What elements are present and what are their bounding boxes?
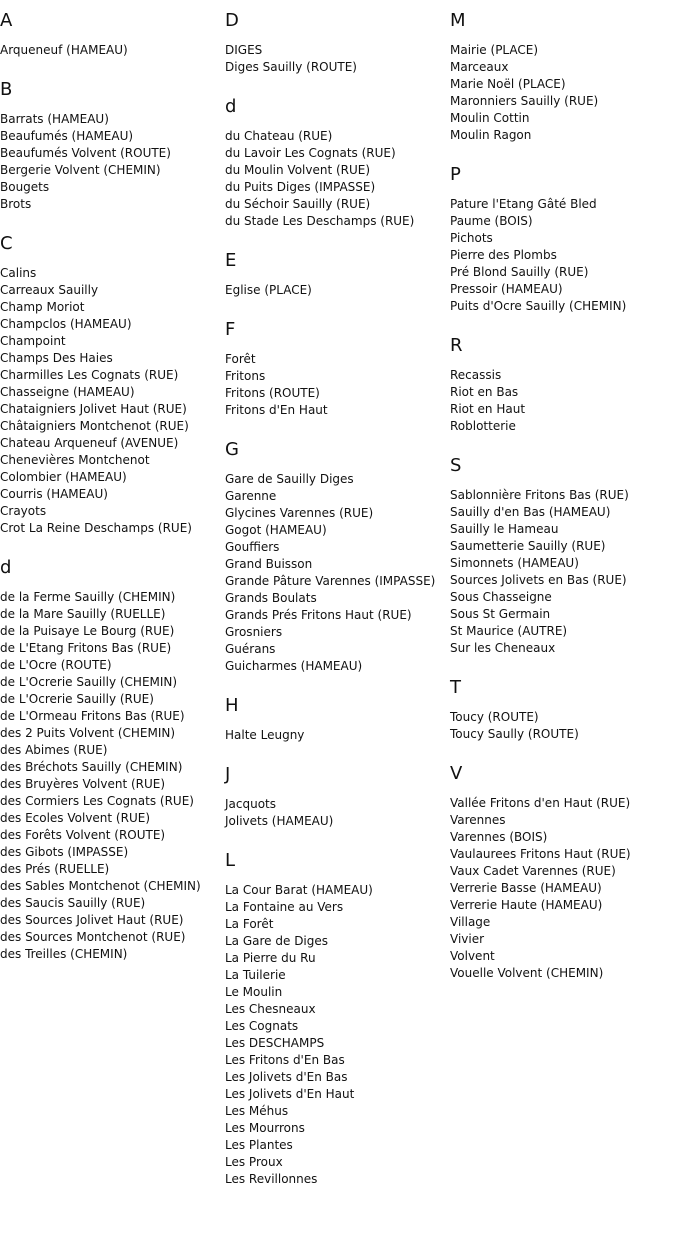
- list-item: Paume (BOIS): [450, 214, 533, 228]
- entry-list: [225, 471, 449, 675]
- list-item: Pature l'Etang Gâté Bled: [450, 197, 597, 211]
- list-item: Riot en Bas: [450, 385, 519, 399]
- list-item: Jolivets (HAMEAU): [225, 814, 334, 828]
- list-item: Le Moulin: [225, 985, 283, 999]
- entry-list: [450, 487, 674, 657]
- list-item: des Gibots (IMPASSE): [0, 845, 129, 859]
- list-item: des 2 Puits Volvent (CHEMIN): [0, 726, 176, 740]
- list-item: Moulin Ragon: [450, 128, 532, 142]
- list-item: du Puits Diges (IMPASSE): [225, 180, 376, 194]
- list-item: Les Jolivets d'En Bas: [225, 1070, 348, 1084]
- entry-list: [450, 367, 674, 435]
- letter-section: [0, 79, 224, 213]
- entry-list: [450, 709, 674, 743]
- letter-section: [450, 763, 674, 982]
- list-item: Mairie (PLACE): [450, 43, 539, 57]
- section-letter-heading: V: [450, 763, 463, 784]
- letter-section: [225, 764, 449, 830]
- list-item: Garenne: [225, 489, 277, 503]
- entry-list: [0, 265, 224, 537]
- list-item: Marceaux: [450, 60, 509, 74]
- list-item: Forêt: [225, 352, 256, 366]
- list-item: La Pierre du Ru: [225, 951, 316, 965]
- list-item: Village: [450, 915, 491, 929]
- list-item: Colombier (HAMEAU): [0, 470, 127, 484]
- letter-section: [450, 164, 674, 315]
- list-item: Sur les Cheneaux: [450, 641, 556, 655]
- list-item: Les Jolivets d'En Haut: [225, 1087, 355, 1101]
- list-item: Les Revillonnes: [225, 1172, 318, 1186]
- list-item: Courris (HAMEAU): [0, 487, 108, 501]
- list-item: des Sources Montchenot (RUE): [0, 930, 186, 944]
- list-item: Les Chesneaux: [225, 1002, 316, 1016]
- list-item: Fritons (ROUTE): [225, 386, 320, 400]
- section-letter-heading: P: [450, 164, 461, 185]
- list-item: Brots: [0, 197, 32, 211]
- list-item: Maronniers Sauilly (RUE): [450, 94, 599, 108]
- list-item: La Cour Barat (HAMEAU): [225, 883, 373, 897]
- list-item: Varennes (BOIS): [450, 830, 548, 844]
- section-letter-heading: G: [225, 439, 239, 460]
- letter-section: [225, 850, 449, 1188]
- list-item: Châtaigniers Montchenot (RUE): [0, 419, 189, 433]
- entry-list: [225, 882, 449, 1188]
- list-item: des Forêts Volvent (ROUTE): [0, 828, 166, 842]
- letter-section: [450, 455, 674, 657]
- list-item: Eglise (PLACE): [225, 283, 312, 297]
- section-letter-heading: E: [225, 250, 237, 271]
- entry-list: [450, 196, 674, 315]
- list-item: Pichots: [450, 231, 493, 245]
- list-item: Grosniers: [225, 625, 283, 639]
- letter-section: [225, 439, 449, 675]
- list-item: Chateau Arqueneuf (AVENUE): [0, 436, 179, 450]
- list-item: Sauilly le Hameau: [450, 522, 559, 536]
- list-item: Marie Noël (PLACE): [450, 77, 566, 91]
- list-item: La Forêt: [225, 917, 274, 931]
- list-item: St Maurice (AUTRE): [450, 624, 568, 638]
- section-letter-heading: H: [225, 695, 239, 716]
- list-item: Charmilles Les Cognats (RUE): [0, 368, 179, 382]
- list-item: Gouffiers: [225, 540, 280, 554]
- list-item: de L'Ocre (ROUTE): [0, 658, 112, 672]
- list-item: de L'Ocrerie Sauilly (RUE): [0, 692, 154, 706]
- entry-list: [225, 727, 449, 744]
- list-item: Les Méhus: [225, 1104, 289, 1118]
- entry-list: [0, 42, 224, 59]
- list-item: Halte Leugny: [225, 728, 305, 742]
- list-item: Les Cognats: [225, 1019, 299, 1033]
- section-letter-heading: C: [0, 233, 13, 254]
- list-item: de la Puisaye Le Bourg (RUE): [0, 624, 175, 638]
- list-item: du Séchoir Sauilly (RUE): [225, 197, 371, 211]
- list-item: Vaux Cadet Varennes (RUE): [450, 864, 616, 878]
- list-item: La Gare de Diges: [225, 934, 329, 948]
- list-item: des Sables Montchenot (CHEMIN): [0, 879, 201, 893]
- list-item: Grands Prés Fritons Haut (RUE): [225, 608, 412, 622]
- letter-section: [225, 250, 449, 299]
- list-item: Sous St Germain: [450, 607, 551, 621]
- list-item: Chataigniers Jolivet Haut (RUE): [0, 402, 187, 416]
- letter-section: [225, 695, 449, 744]
- index-column-1: [0, 10, 224, 983]
- section-letter-heading: D: [225, 10, 239, 31]
- list-item: Sous Chasseigne: [450, 590, 552, 604]
- entry-list: [225, 128, 449, 230]
- list-item: de L'Ormeau Fritons Bas (RUE): [0, 709, 185, 723]
- list-item: Roblotterie: [450, 419, 516, 433]
- index-column-2: [225, 10, 449, 1208]
- section-letter-heading: A: [0, 10, 13, 31]
- section-letter-heading: T: [450, 677, 461, 698]
- entry-list: [450, 795, 674, 982]
- list-item: Gogot (HAMEAU): [225, 523, 327, 537]
- section-letter-heading: S: [450, 455, 462, 476]
- entry-list: [225, 282, 449, 299]
- list-item: Fritons d'En Haut: [225, 403, 328, 417]
- index-column-3: [450, 10, 674, 1002]
- list-item: Crot La Reine Deschamps (RUE): [0, 521, 192, 535]
- list-item: Pré Blond Sauilly (RUE): [450, 265, 589, 279]
- entry-list: [225, 42, 449, 76]
- list-item: Guicharmes (HAMEAU): [225, 659, 363, 673]
- list-item: Verrerie Haute (HAMEAU): [450, 898, 603, 912]
- list-item: Chenevières Montchenot: [0, 453, 150, 467]
- list-item: Vivier: [450, 932, 485, 946]
- list-item: Les Fritons d'En Bas: [225, 1053, 345, 1067]
- list-item: Sources Jolivets en Bas (RUE): [450, 573, 627, 587]
- list-item: Sauilly d'en Bas (HAMEAU): [450, 505, 611, 519]
- list-item: Vallée Fritons d'en Haut (RUE): [450, 796, 631, 810]
- list-item: des Treilles (CHEMIN): [0, 947, 128, 961]
- section-letter-heading: d: [0, 557, 12, 578]
- letter-section: [225, 96, 449, 230]
- list-item: des Prés (RUELLE): [0, 862, 110, 876]
- list-item: Simonnets (HAMEAU): [450, 556, 579, 570]
- section-letter-heading: R: [450, 335, 463, 356]
- list-item: Varennes: [450, 813, 506, 827]
- list-item: des Cormiers Les Cognats (RUE): [0, 794, 194, 808]
- list-item: des Ecoles Volvent (RUE): [0, 811, 150, 825]
- list-item: des Saucis Sauilly (RUE): [0, 896, 146, 910]
- list-item: Champ Moriot: [0, 300, 85, 314]
- list-item: Les Mourrons: [225, 1121, 305, 1135]
- list-item: des Sources Jolivet Haut (RUE): [0, 913, 184, 927]
- list-item: DIGES: [225, 43, 263, 57]
- list-item: Grands Boulats: [225, 591, 317, 605]
- list-item: Vaulaurees Fritons Haut (RUE): [450, 847, 631, 861]
- list-item: Grande Pâture Varennes (IMPASSE): [225, 574, 436, 588]
- letter-section: [0, 10, 224, 59]
- list-item: Toucy Saully (ROUTE): [450, 727, 579, 741]
- list-item: Fritons: [225, 369, 266, 383]
- list-item: Chasseigne (HAMEAU): [0, 385, 135, 399]
- list-item: Crayots: [0, 504, 47, 518]
- letter-section: [225, 10, 449, 76]
- list-item: Toucy (ROUTE): [450, 710, 539, 724]
- list-item: Moulin Cottin: [450, 111, 530, 125]
- list-item: du Chateau (RUE): [225, 129, 333, 143]
- list-item: Glycines Varennes (RUE): [225, 506, 374, 520]
- letter-section: [450, 677, 674, 743]
- list-item: Champclos (HAMEAU): [0, 317, 132, 331]
- letter-section: [450, 335, 674, 435]
- list-item: des Bréchots Sauilly (CHEMIN): [0, 760, 183, 774]
- list-item: Sablonnière Fritons Bas (RUE): [450, 488, 629, 502]
- list-item: du Lavoir Les Cognats (RUE): [225, 146, 396, 160]
- letter-section: [225, 319, 449, 419]
- entry-list: [450, 42, 674, 144]
- list-item: Volvent: [450, 949, 495, 963]
- section-letter-heading: J: [225, 764, 231, 785]
- list-item: Les Plantes: [225, 1138, 293, 1152]
- list-item: Beaufumés Volvent (ROUTE): [0, 146, 171, 160]
- list-item: Grand Buisson: [225, 557, 313, 571]
- list-item: Bergerie Volvent (CHEMIN): [0, 163, 161, 177]
- list-item: Les DESCHAMPS: [225, 1036, 325, 1050]
- list-item: de la Ferme Sauilly (CHEMIN): [0, 590, 176, 604]
- section-letter-heading: B: [0, 79, 13, 100]
- list-item: du Stade Les Deschamps (RUE): [225, 214, 415, 228]
- list-item: des Abimes (RUE): [0, 743, 108, 757]
- list-item: des Bruyères Volvent (RUE): [0, 777, 166, 791]
- entry-list: [225, 796, 449, 830]
- list-item: Vouelle Volvent (CHEMIN): [450, 966, 604, 980]
- list-item: Gare de Sauilly Diges: [225, 472, 354, 486]
- list-item: Verrerie Basse (HAMEAU): [450, 881, 602, 895]
- list-item: Pierre des Plombs: [450, 248, 557, 262]
- list-item: Riot en Haut: [450, 402, 526, 416]
- list-item: Barrats (HAMEAU): [0, 112, 109, 126]
- list-item: Diges Sauilly (ROUTE): [225, 60, 357, 74]
- letter-section: [0, 557, 224, 963]
- list-item: Carreaux Sauilly: [0, 283, 99, 297]
- list-item: de L'Etang Fritons Bas (RUE): [0, 641, 172, 655]
- list-item: Recassis: [450, 368, 502, 382]
- list-item: Pressoir (HAMEAU): [450, 282, 563, 296]
- entry-list: [0, 111, 224, 213]
- list-item: Arqueneuf (HAMEAU): [0, 43, 128, 57]
- letter-section: [450, 10, 674, 144]
- list-item: Jacquots: [225, 797, 277, 811]
- section-letter-heading: M: [450, 10, 466, 31]
- list-item: Guérans: [225, 642, 276, 656]
- list-item: Beaufumés (HAMEAU): [0, 129, 134, 143]
- list-item: Puits d'Ocre Sauilly (CHEMIN): [450, 299, 627, 313]
- list-item: La Tuilerie: [225, 968, 286, 982]
- list-item: Champs Des Haies: [0, 351, 113, 365]
- list-item: Calins: [0, 266, 37, 280]
- list-item: de L'Ocrerie Sauilly (CHEMIN): [0, 675, 178, 689]
- section-letter-heading: L: [225, 850, 236, 871]
- section-letter-heading: d: [225, 96, 237, 117]
- list-item: du Moulin Volvent (RUE): [225, 163, 371, 177]
- list-item: Saumetterie Sauilly (RUE): [450, 539, 606, 553]
- list-item: de la Mare Sauilly (RUELLE): [0, 607, 166, 621]
- entry-list: [0, 589, 224, 963]
- list-item: Les Proux: [225, 1155, 283, 1169]
- entry-list: [225, 351, 449, 419]
- list-item: Bougets: [0, 180, 50, 194]
- list-item: Champoint: [0, 334, 66, 348]
- section-letter-heading: F: [225, 319, 236, 340]
- list-item: La Fontaine au Vers: [225, 900, 344, 914]
- letter-section: [0, 233, 224, 537]
